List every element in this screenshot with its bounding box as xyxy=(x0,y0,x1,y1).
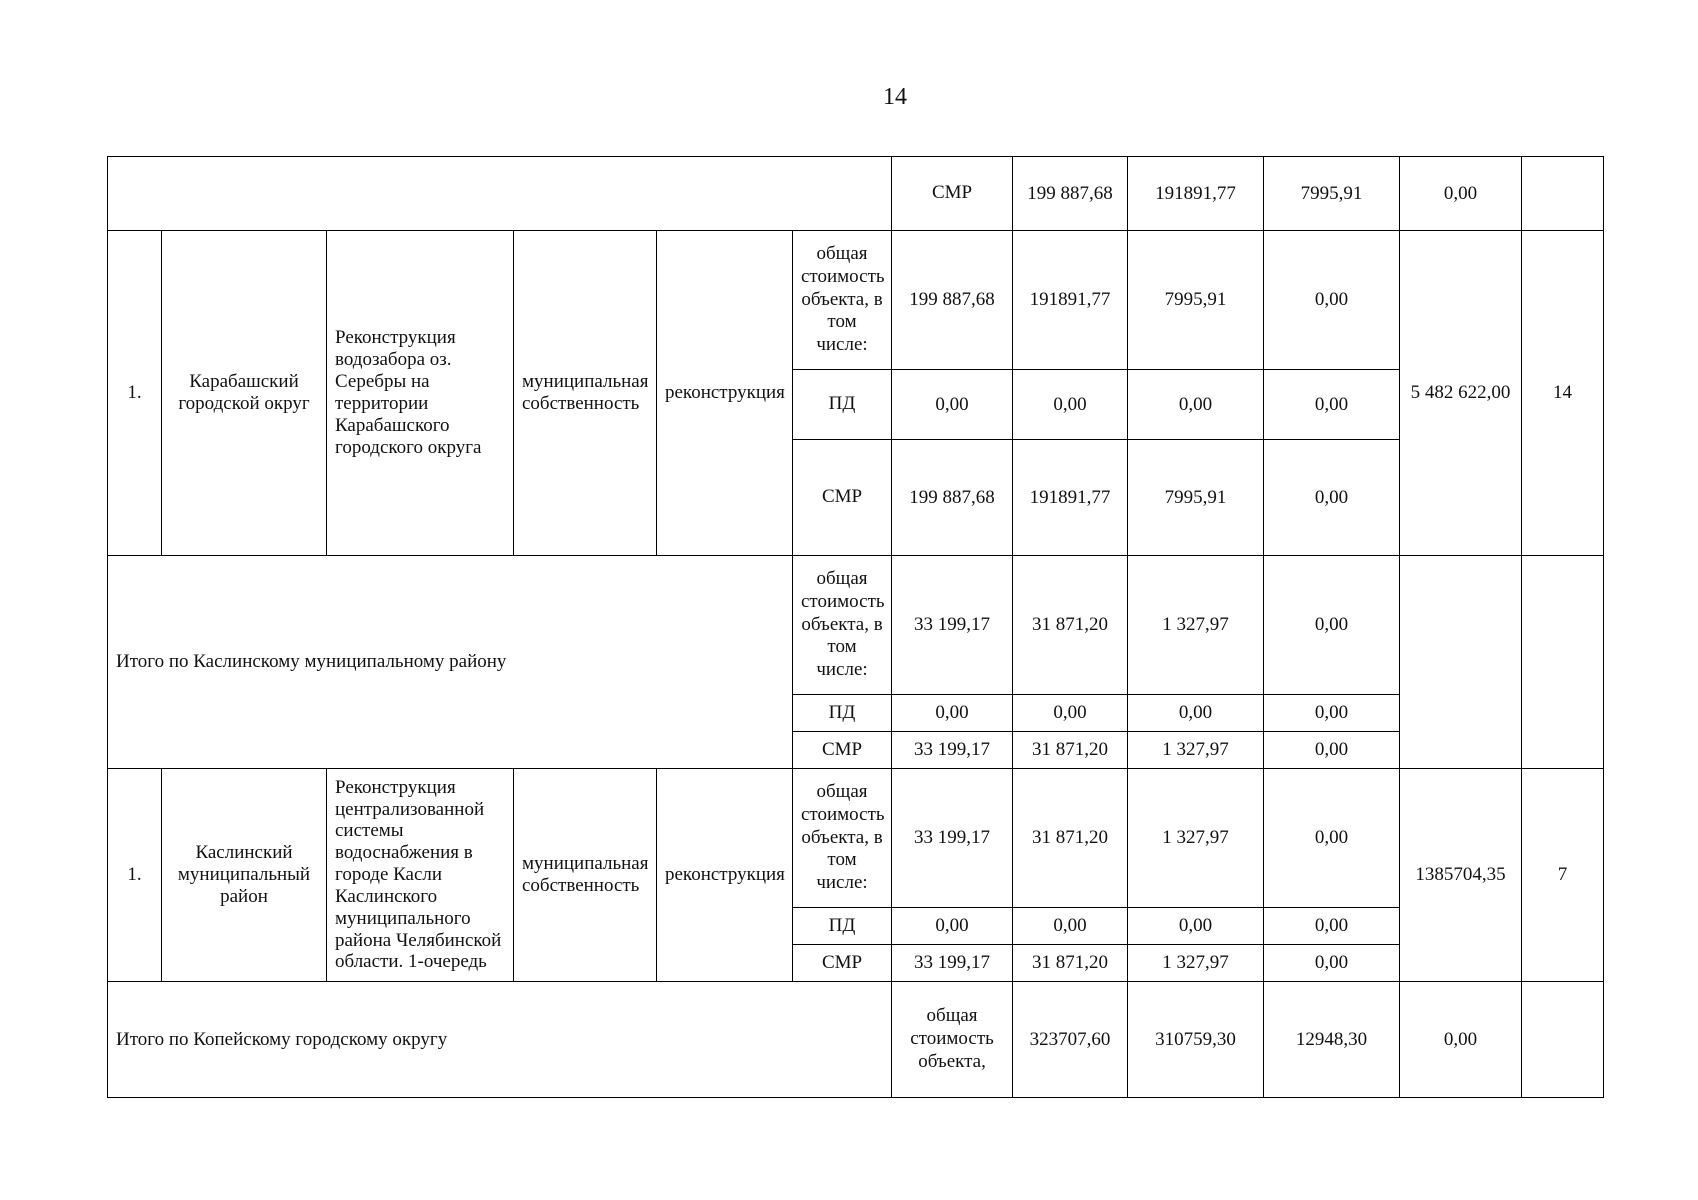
total-cost: 323707,60 xyxy=(1013,982,1128,1098)
cost-type: ПД xyxy=(793,908,892,945)
cost-type: СМР xyxy=(793,945,892,982)
subtotal-label: Итого по Каслинскому муниципальному району xyxy=(108,556,793,769)
empty-cell xyxy=(1400,556,1522,769)
table-row xyxy=(108,769,1604,908)
row-index: 1. xyxy=(108,231,162,556)
empty-cell xyxy=(1522,157,1604,231)
regional-budget: 31 871,20 xyxy=(1013,732,1128,769)
cost-type: ПД xyxy=(793,370,892,440)
work-type: реконструкция xyxy=(657,769,793,982)
local-budget: 1 327,97 xyxy=(1128,945,1264,982)
table-row xyxy=(108,556,1604,695)
table-row xyxy=(108,982,1604,1098)
ownership-form: муниципальная собственность xyxy=(514,231,657,556)
investment-table xyxy=(107,156,1604,1098)
empty-cell xyxy=(1522,556,1604,769)
regional-budget: 191891,77 xyxy=(1128,157,1264,231)
empty-cell xyxy=(108,157,892,231)
total-cost: 199 887,68 xyxy=(892,440,1013,556)
work-type: реконструкция xyxy=(657,231,793,556)
total-cost: 33 199,17 xyxy=(892,556,1013,695)
regional-budget: 0,00 xyxy=(1013,908,1128,945)
other-sources: 0,00 xyxy=(1264,231,1400,370)
local-budget: 1 327,97 xyxy=(1128,556,1264,695)
regional-budget: 191891,77 xyxy=(1013,440,1128,556)
object-capacity: 7 xyxy=(1522,769,1604,982)
page-number: 14 xyxy=(883,84,907,110)
object-sum: 5 482 622,00 xyxy=(1400,231,1522,556)
ownership-form: муниципальная собственность xyxy=(514,769,657,982)
cost-type: ПД xyxy=(793,695,892,732)
object-name: Реконструкция централизованной системы водоснабжения в городе Касли Каслинского муниципального района Челябинской области. 1-очередь xyxy=(327,769,514,982)
regional-budget: 0,00 xyxy=(1013,695,1128,732)
local-budget: 7995,91 xyxy=(1128,440,1264,556)
local-budget: 7995,91 xyxy=(1264,157,1400,231)
local-budget: 1 327,97 xyxy=(1128,769,1264,908)
total-cost: 199 887,68 xyxy=(892,231,1013,370)
local-budget: 7995,91 xyxy=(1128,231,1264,370)
other-sources: 0,00 xyxy=(1264,695,1400,732)
municipality-name: Карабашский городской округ xyxy=(162,231,327,556)
total-cost: 33 199,17 xyxy=(892,732,1013,769)
total-cost: 33 199,17 xyxy=(892,769,1013,908)
other-sources: 0,00 xyxy=(1264,769,1400,908)
regional-budget: 31 871,20 xyxy=(1013,945,1128,982)
regional-budget: 31 871,20 xyxy=(1013,556,1128,695)
other-sources: 0,00 xyxy=(1264,908,1400,945)
other-sources: 0,00 xyxy=(1400,982,1522,1098)
total-cost: 0,00 xyxy=(892,908,1013,945)
other-sources: 0,00 xyxy=(1264,440,1400,556)
other-sources: 0,00 xyxy=(1264,732,1400,769)
local-budget: 0,00 xyxy=(1128,370,1264,440)
regional-budget: 0,00 xyxy=(1013,370,1128,440)
cost-type: СМР xyxy=(793,732,892,769)
total-cost: 33 199,17 xyxy=(892,945,1013,982)
cost-type: общая стоимость объекта, xyxy=(892,982,1013,1098)
row-index: 1. xyxy=(108,769,162,982)
table-row xyxy=(108,157,1604,231)
cost-type: общая стоимость объекта, в том числе: xyxy=(793,769,892,908)
local-budget: 1 327,97 xyxy=(1128,732,1264,769)
cost-type: общая стоимость объекта, в том числе: xyxy=(793,231,892,370)
other-sources: 0,00 xyxy=(1400,157,1522,231)
local-budget: 0,00 xyxy=(1128,695,1264,732)
total-cost: 0,00 xyxy=(892,370,1013,440)
regional-budget: 191891,77 xyxy=(1013,231,1128,370)
regional-budget: 310759,30 xyxy=(1128,982,1264,1098)
cost-type: СМР xyxy=(892,157,1013,231)
empty-cell xyxy=(1522,982,1604,1098)
total-cost: 199 887,68 xyxy=(1013,157,1128,231)
object-sum: 1385704,35 xyxy=(1400,769,1522,982)
local-budget: 0,00 xyxy=(1128,908,1264,945)
municipality-name: Каслинский муниципальный район xyxy=(162,769,327,982)
regional-budget: 31 871,20 xyxy=(1013,769,1128,908)
other-sources: 0,00 xyxy=(1264,370,1400,440)
other-sources: 0,00 xyxy=(1264,556,1400,695)
total-cost: 0,00 xyxy=(892,695,1013,732)
local-budget: 12948,30 xyxy=(1264,982,1400,1098)
object-name: Реконструкция водозабора оз. Серебры на территории Карабашского городского округа xyxy=(327,231,514,556)
table-row xyxy=(108,231,1604,370)
subtotal-label: Итого по Копейскому городскому округу xyxy=(108,982,892,1098)
object-capacity: 14 xyxy=(1522,231,1604,556)
other-sources: 0,00 xyxy=(1264,945,1400,982)
cost-type: СМР xyxy=(793,440,892,556)
cost-type: общая стоимость объекта, в том числе: xyxy=(793,556,892,695)
